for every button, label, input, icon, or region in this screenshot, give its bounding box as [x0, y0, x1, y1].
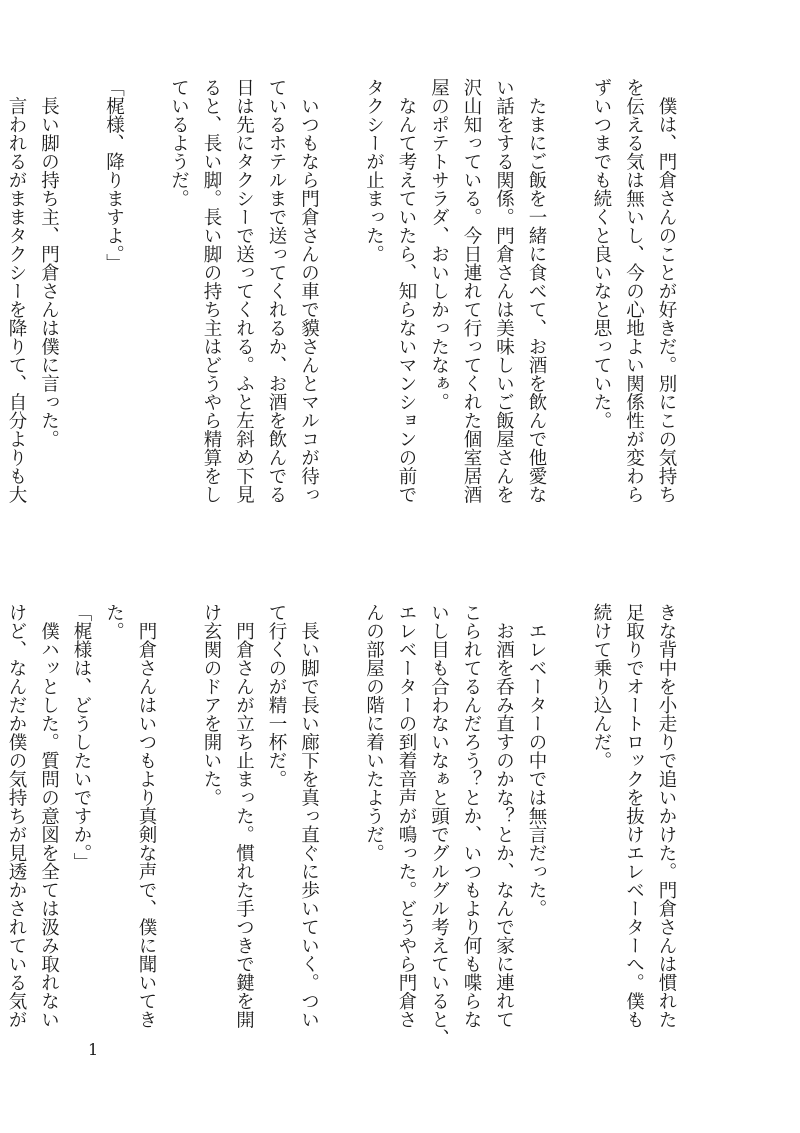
text-line: [325, 78, 358, 538]
text-line: [130, 78, 163, 538]
text-line: [162, 603, 195, 1073]
text-line: て行くのが精一杯だ。: [266, 603, 287, 788]
text-line: いし目も合わないなぁと頭でグルグル考えていると、: [428, 603, 450, 1047]
lower-text-block: [6, 603, 682, 1073]
text-line: 僕ハッとした。質問の意図を全ては汲み取れない: [38, 603, 60, 1029]
text-line: 長い脚で長い廊下を真っ直ぐに歩いていく。つい: [298, 603, 320, 1029]
text-line: なんて考えていたら、知らないマンションの前で: [396, 78, 417, 504]
text-line: 門倉さんはいつもより真剣な声で、僕に聞いてき: [136, 603, 157, 1029]
text-line: ると、長い脚。長い脚の持ち主はどうやら精算をし: [201, 78, 222, 504]
text-line: ずいつまでも続くと良いなと思っていた。: [591, 78, 612, 430]
text-line: を伝える気は無いし、今の心地よい関係性が変わら: [623, 78, 645, 504]
text-line: 日は先にタクシーで送ってくれる。ふと左斜め下見: [233, 78, 255, 504]
text-line: エレベーターの到着音声が鳴った。どうやら門倉さ: [396, 603, 417, 1029]
text-line: [552, 78, 585, 538]
text-line: こられてるんだろう？とか、いつもより何も喋らな: [461, 603, 482, 1029]
text-line: 長い脚の持ち主、門倉さんは僕に言った。: [38, 78, 60, 448]
page-number: 1: [88, 1040, 99, 1059]
text-line: けど、なんだか僕の気持ちが見透かされている気が: [6, 603, 27, 1029]
text-line: 言われるがままタクシーを降りて、自分よりも大: [6, 78, 27, 504]
text-line: 僕は、門倉さんのことが好きだ。別にこの気持ち: [656, 78, 677, 504]
text-line: タクシーが止まった。: [363, 78, 385, 263]
text-line: 門倉さんが立ち止まった。慣れた手つきで鍵を開: [233, 603, 255, 1029]
text-line: い話をする関係。門倉さんは美味しいご飯屋さんを: [493, 78, 515, 504]
text-line: お酒を呑み直すのかな？とか、なんで家に連れて: [493, 603, 515, 1029]
text-line: 続けて乗り込んだ。: [591, 603, 612, 770]
text-line: 「梶様、降りますよ。」: [103, 78, 125, 273]
text-line: たまにご飯を一緒に食べて、お酒を飲んで他愛な: [526, 78, 547, 504]
text-line: ているようだ。: [168, 78, 190, 208]
upper-text-block: [6, 78, 682, 538]
text-line: [552, 603, 585, 1073]
text-line: ているホテルまで送ってくれるか、お酒を飲んでる: [266, 78, 287, 504]
text-line: んの部屋の階に着いたようだ。: [363, 603, 385, 862]
text-line: 沢山知っている。今日連れて行ってくれた個室居酒: [461, 78, 482, 504]
text-line: た。: [103, 603, 125, 640]
text-line: いつもなら門倉さんの車で貘さんとマルコが待っ: [298, 78, 320, 504]
text-line: [325, 603, 358, 1073]
text-line: け玄関のドアを開いた。: [201, 603, 222, 807]
text-line: 足取りでオートロックを抜けエレベーターへ。僕も: [623, 603, 645, 1029]
text-line: きな背中を小走りで追いかけた。門倉さんは慣れた: [656, 603, 677, 1029]
text-line: 屋のポテトサラダ、おいしかったなぁ。: [428, 78, 450, 411]
text-line: [65, 78, 98, 538]
text-line: 「梶様は、どうしたいですか。」: [71, 603, 92, 872]
text-line: エレベーターの中では無言だった。: [526, 603, 547, 918]
